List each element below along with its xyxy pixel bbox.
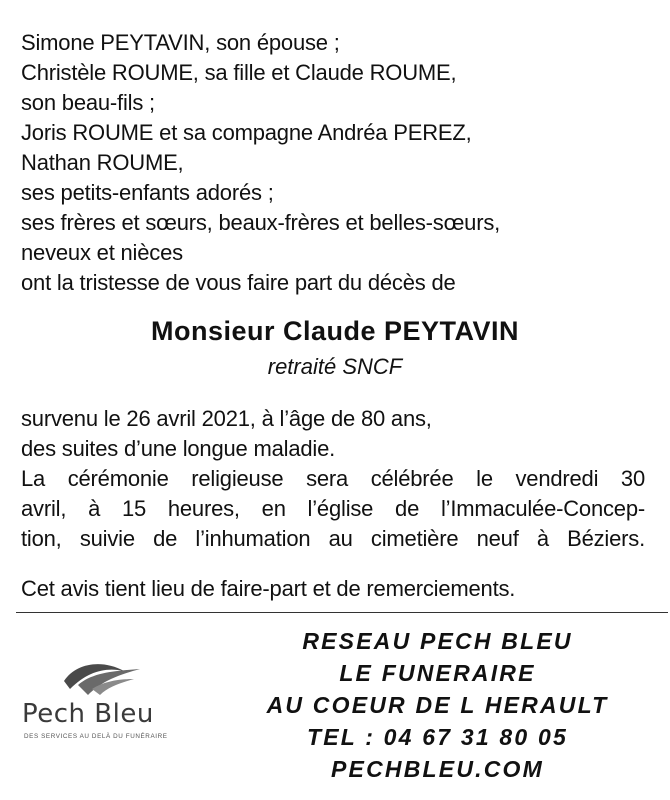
details-line: des suites d’une longue maladie. (21, 436, 336, 461)
family-line: Joris ROUME et sa compagne Andréa PEREZ, (21, 120, 472, 145)
details-line: survenu le 26 avril 2021, à l’âge de 80 ans, (21, 406, 432, 431)
company-website: PECHBLEU.COM (331, 756, 544, 782)
pech-bleu-logo (18, 655, 188, 750)
family-line: son beau-fils ; (21, 90, 155, 115)
family-line: neveux et nièces (21, 240, 183, 265)
family-line: ses petits-enfants adorés ; (21, 180, 274, 205)
details-line: tion, suivie de l’inhumation au cimetière neuf à Béziers. (21, 526, 645, 551)
closing-note: Cet avis tient lieu de faire-part et de remerciements. (21, 576, 516, 601)
deceased-occupation: retraité SNCF (267, 354, 403, 379)
company-line: LE FUNERAIRE (339, 660, 536, 686)
family-line: Christèle ROUME, sa fille et Claude ROUME, (21, 60, 457, 85)
family-announcement (21, 28, 641, 298)
logo-tagline: DES SERVICES AU DELÀ DU FUNÉRAIRE (24, 733, 168, 740)
company-line: AU COEUR DE L HERAULT (266, 692, 609, 718)
family-line: ses frères et sœurs, beaux-frères et belles-sœurs, (21, 210, 501, 235)
death-details (21, 404, 645, 554)
family-line: ont la tristesse de vous faire part du décès de (21, 270, 456, 295)
company-phone: TEL : 04 67 31 80 05 (307, 724, 568, 750)
bird-swoosh-icon (62, 659, 142, 699)
logo-wordmark: Pech Bleu (22, 699, 154, 729)
details-line: avril, à 15 heures, en l’église de l’Immaculée-Concep- (21, 496, 645, 521)
company-line: RESEAU PECH BLEU (302, 628, 573, 654)
divider (16, 612, 668, 613)
details-line: La cérémonie religieuse sera célébrée le vendredi 30 (21, 466, 645, 491)
family-line: Simone PEYTAVIN, son épouse ; (21, 30, 340, 55)
deceased-name: Monsieur Claude PEYTAVIN (150, 316, 520, 346)
funeral-home-info (205, 625, 670, 785)
family-line: Nathan ROUME, (21, 150, 184, 175)
